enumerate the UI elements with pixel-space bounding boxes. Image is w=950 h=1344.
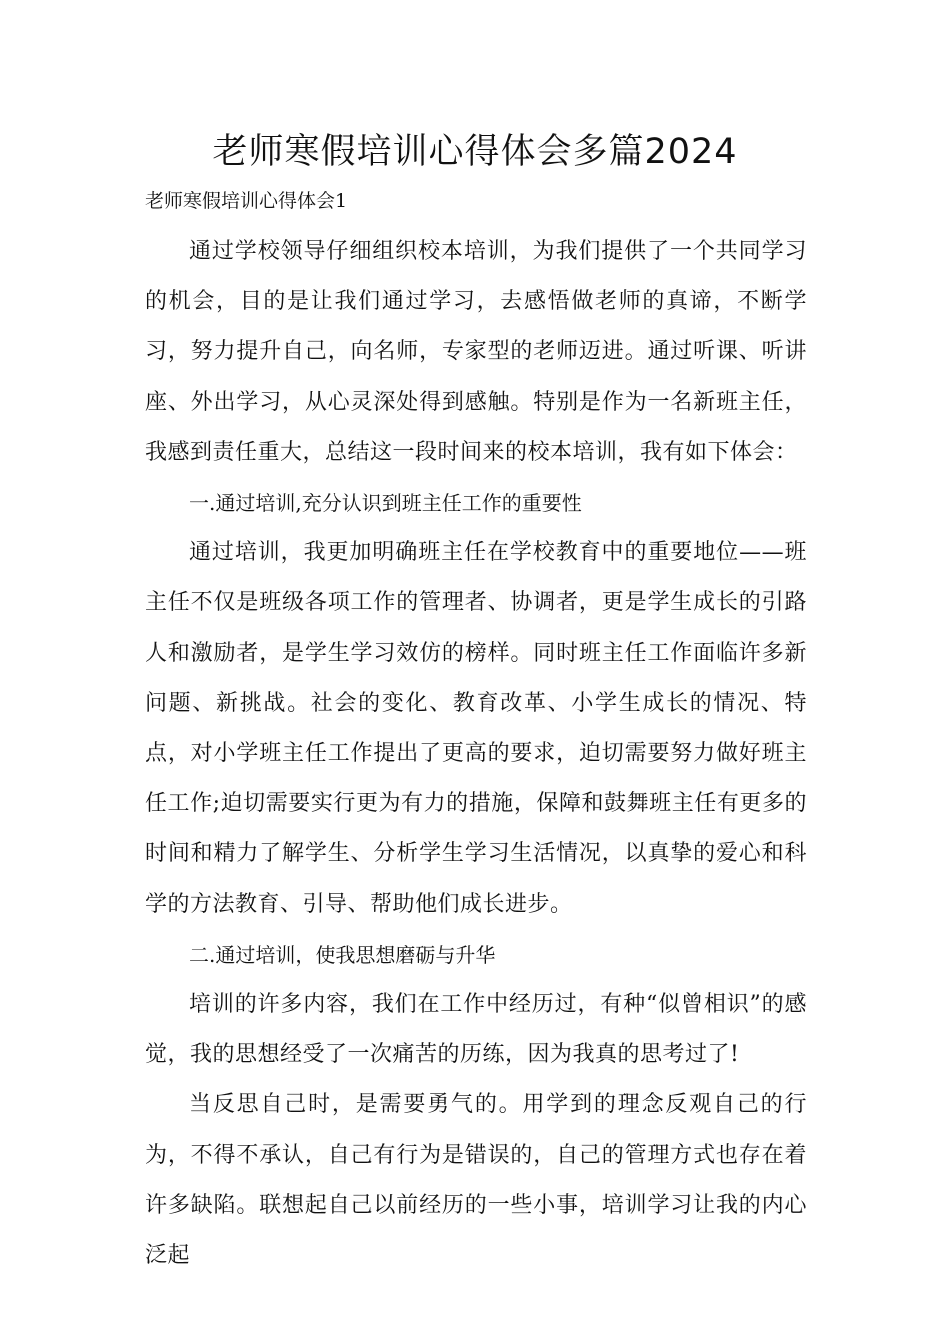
document-title: 老师寒假培训心得体会多篇2024 xyxy=(212,132,738,172)
section-heading-1: 一.通过培训,充分认识到班主任工作的重要性 xyxy=(189,491,582,516)
paragraph-section-2a: 培训的许多内容，我们在工作中经历过，有种“似曾相识”的感觉，我的思想经受了一次痛苦的历练，因为我真的思考过了! xyxy=(145,992,807,1068)
paragraph-intro: 通过学校领导仔细组织校本培训，为我们提供了一个共同学习的机会，目的是让我们通过学习，去感悟做老师的真谛，不断学习，努力提升自己，向名师，专家型的老师迈进。通过听课、听讲座、外出学习，从心灵深处得到感触。特别是作为一名新班主任，我感到责任重大，总结这一段时间来的校本培训，我有如下体会： xyxy=(145,239,807,465)
section-heading-2: 二.通过培训，使我思想磨砺与升华 xyxy=(189,942,496,967)
paragraph-section-2b: 当反思自己时，是需要勇气的。用学到的理念反观自己的行为，不得不承认，自己有行为是错误的，自己的管理方式也存在着许多缺陷。联想起自己以前经历的一些小事，培训学习让我的内心泛起 xyxy=(145,1092,807,1269)
paragraph-section-1: 通过培训，我更加明确班主任在学校教育中的重要地位——班主任不仅是班级各项工作的管理者、协调者，更是学生成长的引路人和激励者，是学生学习效仿的榜样。同时班主任工作面临许多新问题、新挑战。社会的变化、教育改革、小学生成长的情况、特点，对小学班主任工作提出了更高的要求，迫切需要努力做好班主任工作;迫切需要实行更为有力的措施，保障和鼓舞班主任有更多的时间和精力了解学生、分析学生学习生活情况，以真挚的爱心和科学的方法教育、引导、帮助他们成长进步。 xyxy=(145,540,807,917)
document-subtitle: 老师寒假培训心得体会1 xyxy=(145,190,348,212)
document-body xyxy=(145,227,807,1281)
